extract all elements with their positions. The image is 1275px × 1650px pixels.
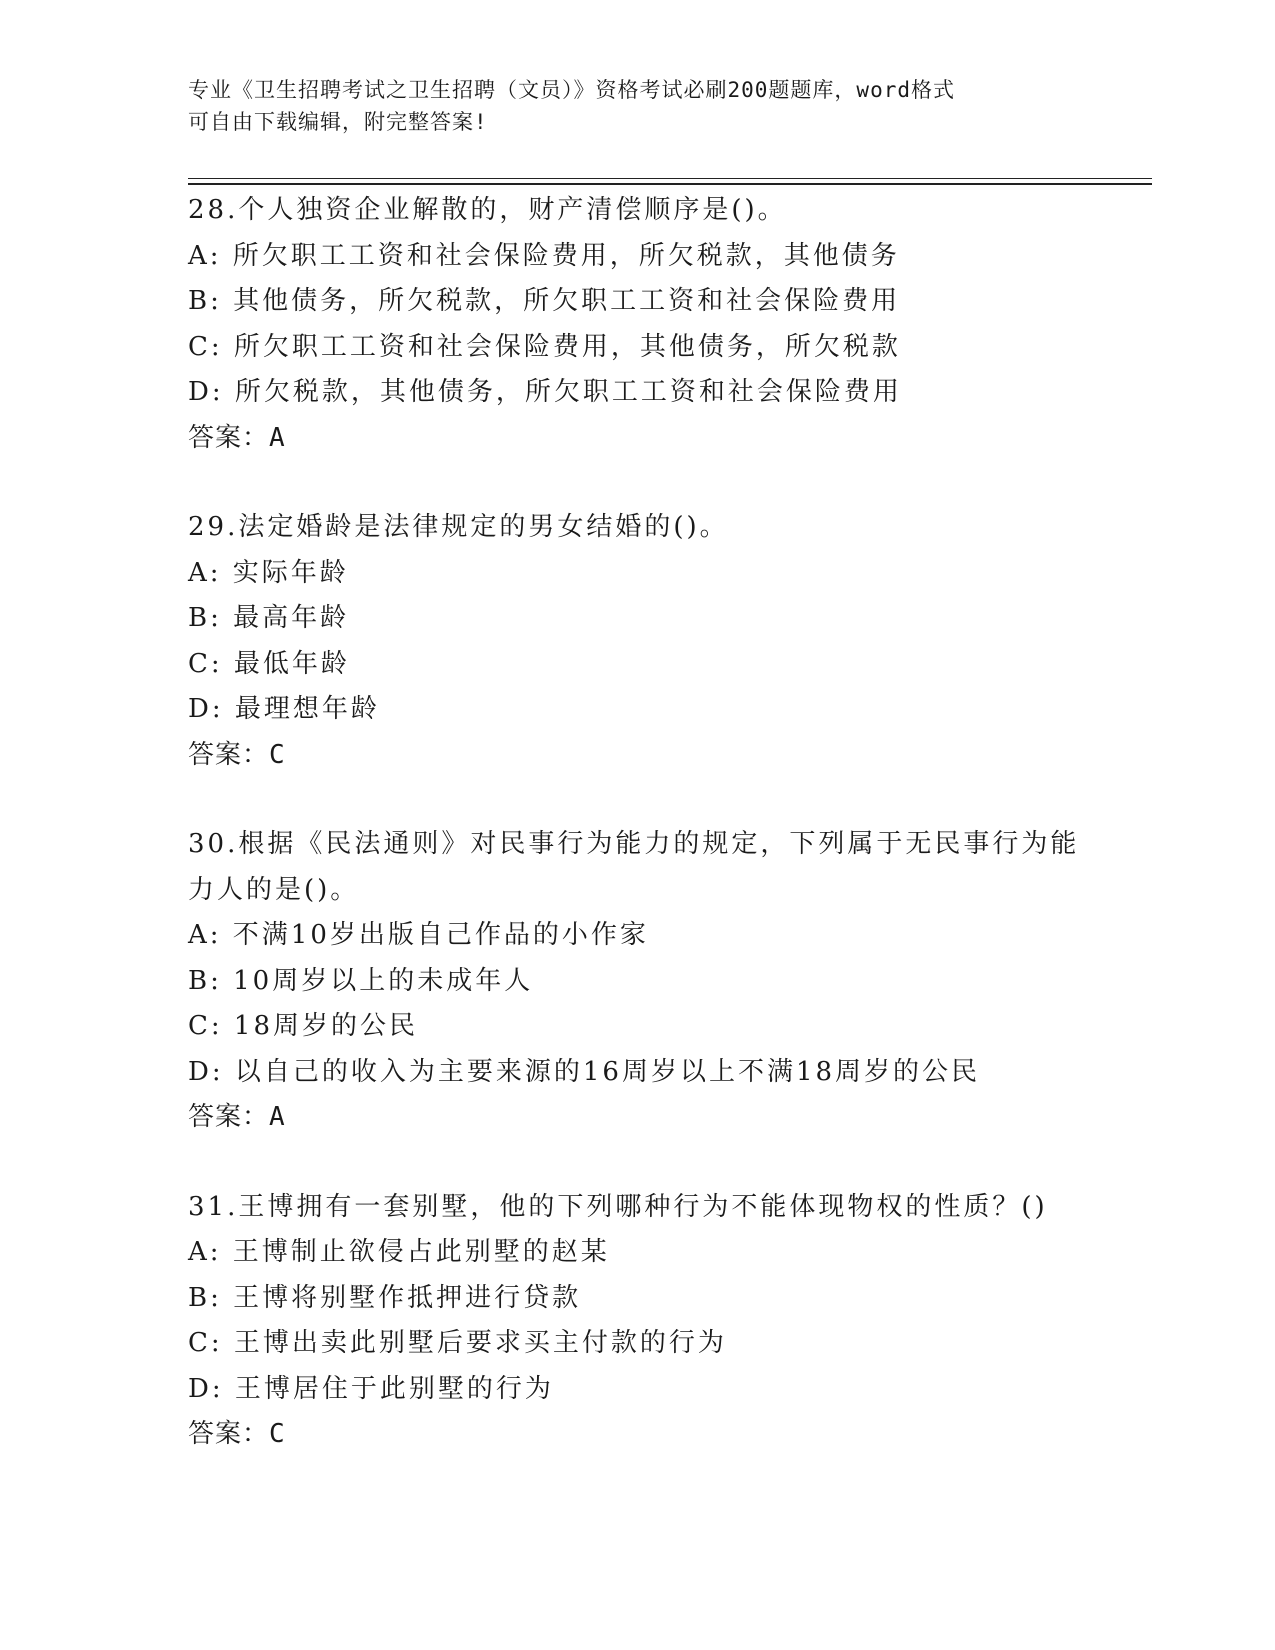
option-d: D: 所欠税款，其他债务，所欠职工工资和社会保险费用 xyxy=(188,377,902,407)
option-d: D: 以自己的收入为主要来源的16周岁以上不满18周岁的公民 xyxy=(188,1056,981,1087)
answer-line: 答案：C xyxy=(188,739,286,770)
option-c: C: 所欠职工工资和社会保险费用，其他债务，所欠税款 xyxy=(188,331,901,362)
question-29 xyxy=(188,505,1088,778)
option-a: A: 所欠职工工资和社会保险费用，所欠税款，其他债务 xyxy=(188,240,900,271)
option-b: B: 其他债务，所欠税款，所欠职工工资和社会保险费用 xyxy=(188,286,901,316)
answer-line: 答案：A xyxy=(188,1102,286,1132)
option-a: A: 不满10岁出版自己作品的小作家 xyxy=(188,920,649,950)
option-c: C: 最低年龄 xyxy=(188,648,350,679)
document-header xyxy=(188,74,1068,138)
question-28 xyxy=(188,188,1088,461)
option-c: C: 王博出卖此别墅后要求买主付款的行为 xyxy=(188,1328,727,1358)
option-a: A: 实际年龄 xyxy=(188,557,349,588)
option-d: D: 王博居住于此别墅的行为 xyxy=(188,1373,554,1404)
answer-line: 答案：A xyxy=(188,422,286,453)
header-divider-thin xyxy=(188,178,1152,179)
option-b: B: 最高年龄 xyxy=(188,603,350,633)
question-31 xyxy=(188,1185,1088,1458)
option-b: B: 王博将别墅作抵押进行贷款 xyxy=(188,1282,582,1313)
header-divider-thick xyxy=(188,183,1152,185)
option-a: A: 王博制止欲侵占此别墅的赵某 xyxy=(188,1237,610,1267)
option-c: C: 18周岁的公民 xyxy=(188,1011,419,1041)
answer-line: 答案：C xyxy=(188,1419,286,1449)
question-stem: 29.法定婚龄是法律规定的男女结婚的()。 xyxy=(188,512,729,542)
option-d: D: 最理想年龄 xyxy=(188,694,380,724)
question-list xyxy=(188,188,1088,1502)
question-30 xyxy=(188,822,1088,1141)
header-title-line-1: 专业《卫生招聘考试之卫生招聘（文员）》资格考试必刷200题题库，word格式 xyxy=(188,78,955,102)
option-b: B: 10周岁以上的未成年人 xyxy=(188,965,534,996)
question-stem-line-2: 力人的是()。 xyxy=(188,874,360,905)
question-stem: 31.王博拥有一套别墅，他的下列哪种行为不能体现物权的性质？() xyxy=(188,1191,1048,1222)
question-stem-line-1: 30.根据《民法通则》对民事行为能力的规定，下列属于无民事行为能 xyxy=(188,829,1080,859)
header-title-line-2: 可自由下载编辑，附完整答案! xyxy=(188,110,488,134)
question-stem: 28.个人独资企业解散的，财产清偿顺序是()。 xyxy=(188,195,787,225)
